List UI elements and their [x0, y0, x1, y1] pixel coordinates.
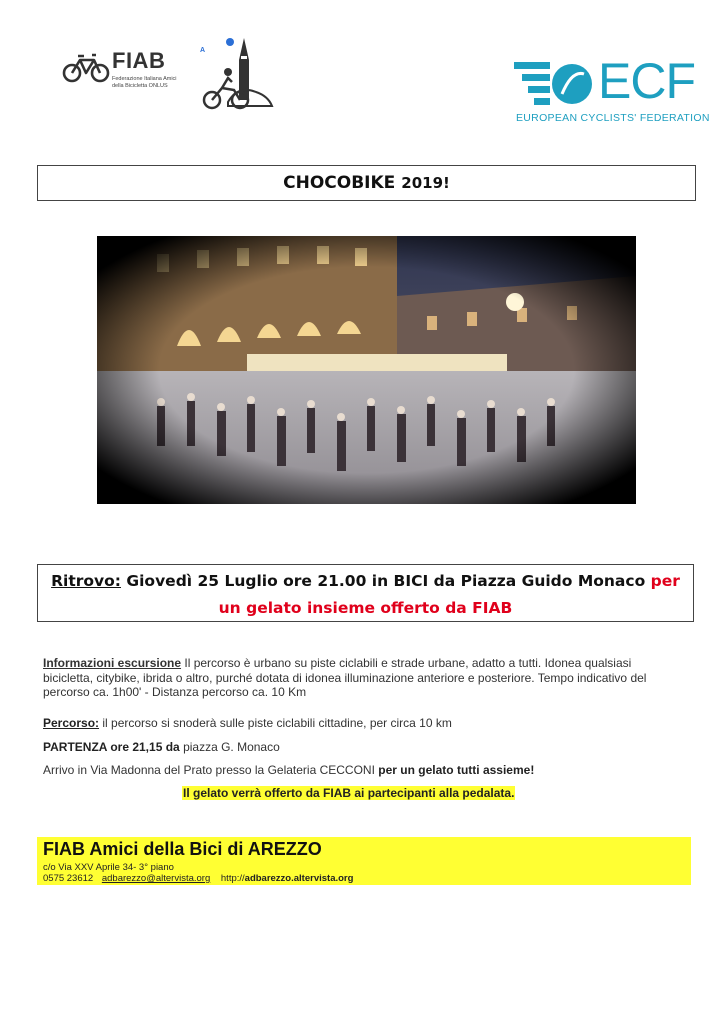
footer-web-domain: adbarezzo.altervista.org [244, 873, 354, 884]
gelato-note: Il gelato verrà offerto da FIAB ai partecipanti alla pedalata. [183, 786, 515, 800]
event-title [37, 165, 696, 201]
footer-phone: 0575 23612 [43, 873, 94, 884]
footer-contact-box [37, 837, 691, 885]
footer-web-prefix: http:// [220, 873, 245, 884]
ecf-subtitle: EUROPEAN CYCLISTS' FEDERATION [516, 112, 710, 124]
meeting-highlight: per un gelato insieme offerto da FIAB [218, 572, 680, 617]
event-title-year: 2019! [401, 174, 450, 192]
ecf-wing-icon [512, 60, 598, 112]
departure-place: piazza G. Monaco [183, 740, 280, 754]
meeting-label: Ritrovo: [51, 572, 121, 590]
footer-website-link[interactable] [221, 873, 354, 884]
route-label: Percorso: [43, 716, 100, 730]
meeting-text: Giovedì 25 Luglio ore 21.00 in BICI da Piazza Guido Monaco [126, 572, 646, 590]
departure-label: PARTENZA ore 21,15 da [43, 740, 180, 754]
amici-della-bici-logo [198, 30, 278, 116]
svg-text:A: A [200, 47, 206, 54]
footer-title: FIAB Amici della Bici di AREZZO [43, 839, 322, 859]
event-title-main: CHOCOBIKE [283, 173, 396, 193]
ecf-logo [512, 53, 710, 128]
fiab-logo [62, 46, 182, 106]
info-paragraph [43, 656, 679, 700]
footer-address: c/o Via XXV Aprile 34- 3° piano [43, 862, 174, 873]
departure-line [43, 740, 280, 754]
fiab-subtitle: Federazione Italiana Amici della Bicicletta ONLUS [112, 76, 177, 89]
info-text: Il percorso è urbano su piste ciclabili e strade urbane, adatto a tutti. Idonea qualsiasi bicicletta, citybike, ibrida o altro, purché dotata di idonea illuminazione anteriore e posteriore. Tempo indicativo del percorso ca. 1h00' - Distanza percorso ca. 10 Km [43, 656, 647, 700]
meeting-box [37, 564, 694, 622]
bicycle-icon [62, 52, 110, 84]
piazza-photo [97, 236, 636, 504]
arrival-text: Arrivo in Via Madonna del Prato presso la Gelateria CECCONI [43, 763, 375, 777]
route-text: il percorso si snoderà sulle piste ciclabili cittadine, per circa 10 km [102, 716, 452, 730]
ecf-name: ECF [598, 53, 695, 109]
info-label: Informazioni escursione [43, 656, 182, 670]
arrival-bold: per un gelato tutti assieme! [378, 763, 535, 777]
arrival-line [43, 763, 534, 777]
cyclist-tower-icon [198, 30, 278, 116]
route-line [43, 716, 452, 730]
fiab-name: FIAB [112, 48, 166, 73]
footer-contacts [43, 873, 353, 884]
footer-email-link[interactable]: adbarezzo@altervista.org [101, 873, 211, 884]
